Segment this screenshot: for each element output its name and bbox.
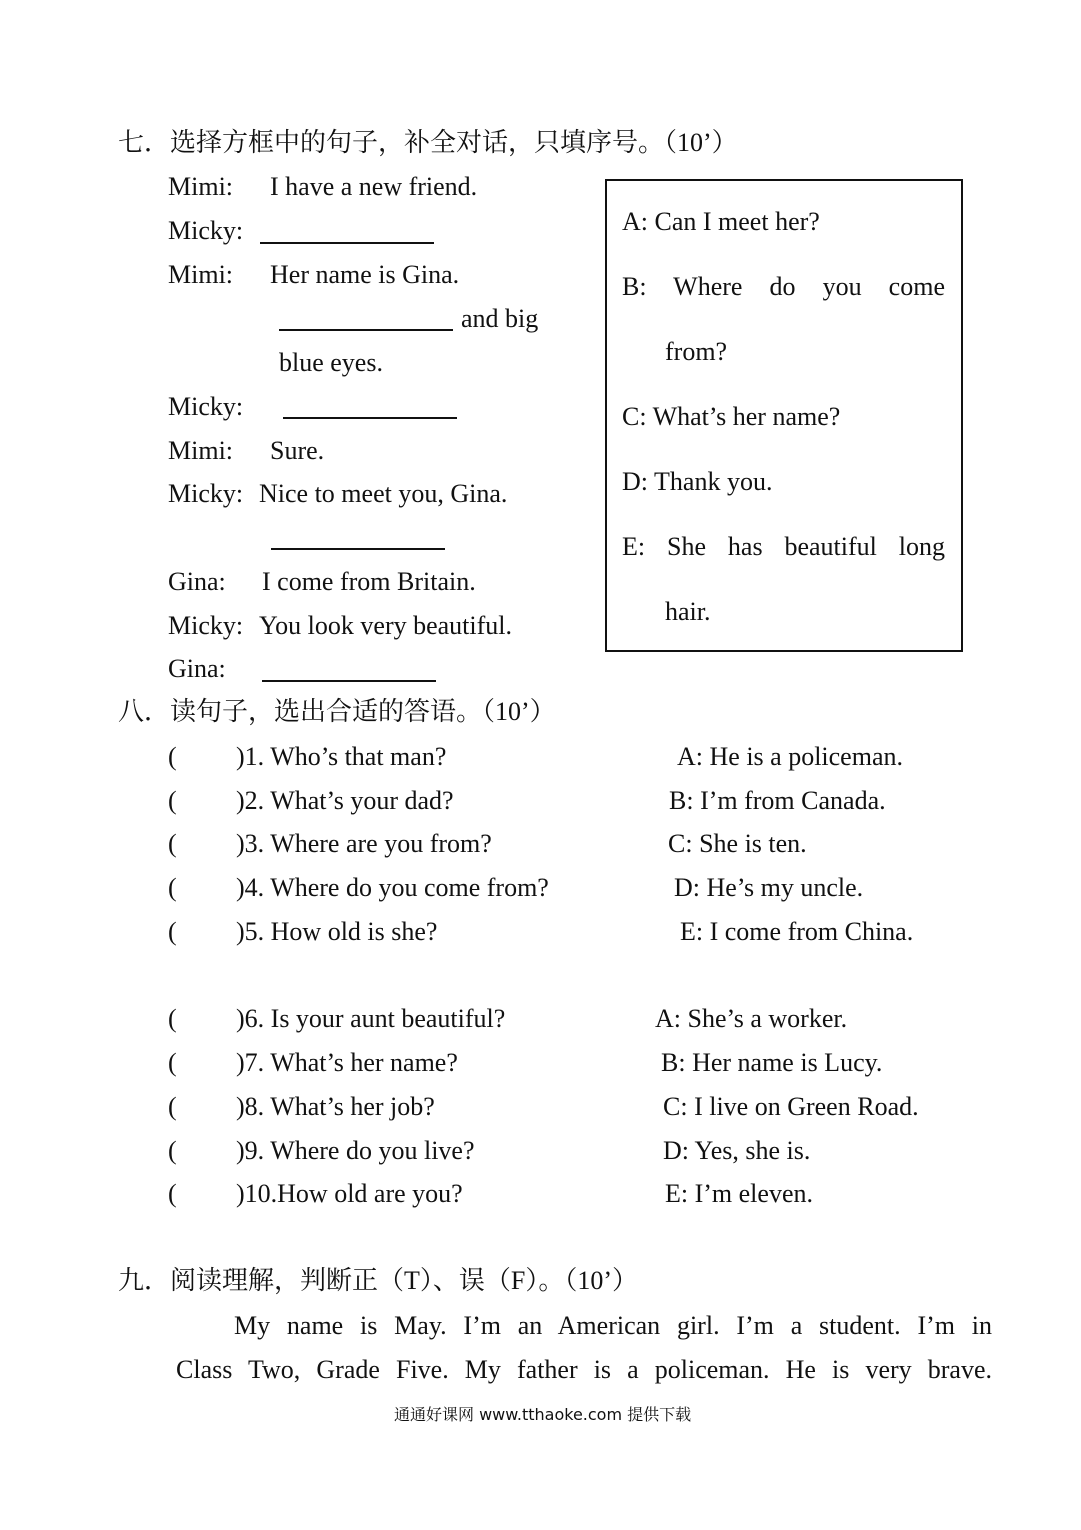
question: )7. What’s her name? bbox=[236, 1048, 458, 1077]
dialog-line: I come from Britain. bbox=[262, 567, 476, 596]
dialog-speaker: Micky: bbox=[168, 479, 244, 508]
dialog-line: blue eyes. bbox=[279, 348, 383, 377]
dialog-speaker: Mimi: bbox=[168, 172, 234, 201]
answer-blank bbox=[279, 329, 453, 331]
option-e: E: She has beautiful long bbox=[622, 532, 945, 561]
question: )9. Where do you live? bbox=[236, 1136, 475, 1165]
answer-option: E: I’m eleven. bbox=[665, 1179, 813, 1208]
reading-passage-line: My name is May. I’m an American girl. I’m a student. I’m in bbox=[234, 1311, 992, 1340]
answer-option: D: Yes, she is. bbox=[663, 1136, 811, 1165]
dialog-line: Her name is Gina. bbox=[270, 260, 460, 289]
dialog-speaker: Gina: bbox=[168, 567, 226, 596]
question: )6. Is your aunt beautiful? bbox=[236, 1004, 506, 1033]
paren-open: ( bbox=[168, 742, 177, 771]
reading-passage-line: Class Two, Grade Five. My father is a policeman. He is very brave. bbox=[176, 1355, 992, 1384]
dialog-line: Sure. bbox=[270, 436, 325, 465]
section-9-heading: 九．阅读理解，判断正（T）、误（F）。（10’） bbox=[118, 1266, 639, 1295]
question: )4. Where do you come from? bbox=[236, 873, 549, 902]
dialog-line: Nice to meet you, Gina. bbox=[259, 479, 508, 508]
paren-open: ( bbox=[168, 1092, 177, 1121]
dialog-speaker: Gina: bbox=[168, 654, 226, 683]
paren-open: ( bbox=[168, 786, 177, 815]
answer-blank bbox=[262, 680, 436, 682]
footer-source: 通通好课网 www.tthaoke.com 提供下载 bbox=[394, 1405, 692, 1424]
answer-option: D: He’s my uncle. bbox=[674, 873, 864, 902]
section-8-heading: 八．读句子，选出合适的答语。（10’） bbox=[118, 697, 556, 726]
answer-option: B: Her name is Lucy. bbox=[661, 1048, 883, 1077]
question: )5. How old is she? bbox=[236, 917, 438, 946]
answer-option: A: He is a policeman. bbox=[677, 742, 903, 771]
answer-option: E: I come from China. bbox=[680, 917, 914, 946]
answer-option: C: She is ten. bbox=[668, 829, 807, 858]
section-7-heading: 七．选择方框中的句子，补全对话，只填序号。（10’） bbox=[118, 128, 738, 157]
dialog-speaker: Mimi: bbox=[168, 260, 234, 289]
dialog-line: I have a new friend. bbox=[270, 172, 478, 201]
paren-open: ( bbox=[168, 1179, 177, 1208]
answer-blank bbox=[271, 548, 445, 550]
option-b-cont: from? bbox=[665, 337, 728, 366]
question: )8. What’s her job? bbox=[236, 1092, 435, 1121]
answer-blank bbox=[260, 242, 434, 244]
answer-option: B: I’m from Canada. bbox=[669, 786, 886, 815]
dialog-line: You look very beautiful. bbox=[259, 611, 513, 640]
dialog-line: and big bbox=[461, 304, 539, 333]
paren-open: ( bbox=[168, 1004, 177, 1033]
question: )2. What’s your dad? bbox=[236, 786, 454, 815]
dialog-speaker: Mimi: bbox=[168, 436, 234, 465]
dialog-speaker: Micky: bbox=[168, 216, 244, 245]
dialog-speaker: Micky: bbox=[168, 611, 244, 640]
paren-open: ( bbox=[168, 873, 177, 902]
question: )10.How old are you? bbox=[236, 1179, 463, 1208]
question: )3. Where are you from? bbox=[236, 829, 492, 858]
option-b: B: Where do you come bbox=[622, 272, 945, 301]
option-d: D: Thank you. bbox=[622, 467, 773, 496]
option-a: A: Can I meet her? bbox=[622, 207, 820, 236]
paren-open: ( bbox=[168, 1048, 177, 1077]
option-c: C: What’s her name? bbox=[622, 402, 841, 431]
answer-option: C: I live on Green Road. bbox=[663, 1092, 919, 1121]
dialog-speaker: Micky: bbox=[168, 392, 244, 421]
option-e-cont: hair. bbox=[665, 597, 711, 626]
answer-option: A: She’s a worker. bbox=[655, 1004, 848, 1033]
paren-open: ( bbox=[168, 829, 177, 858]
answer-blank bbox=[283, 417, 457, 419]
question: )1. Who’s that man? bbox=[236, 742, 447, 771]
paren-open: ( bbox=[168, 917, 177, 946]
paren-open: ( bbox=[168, 1136, 177, 1165]
